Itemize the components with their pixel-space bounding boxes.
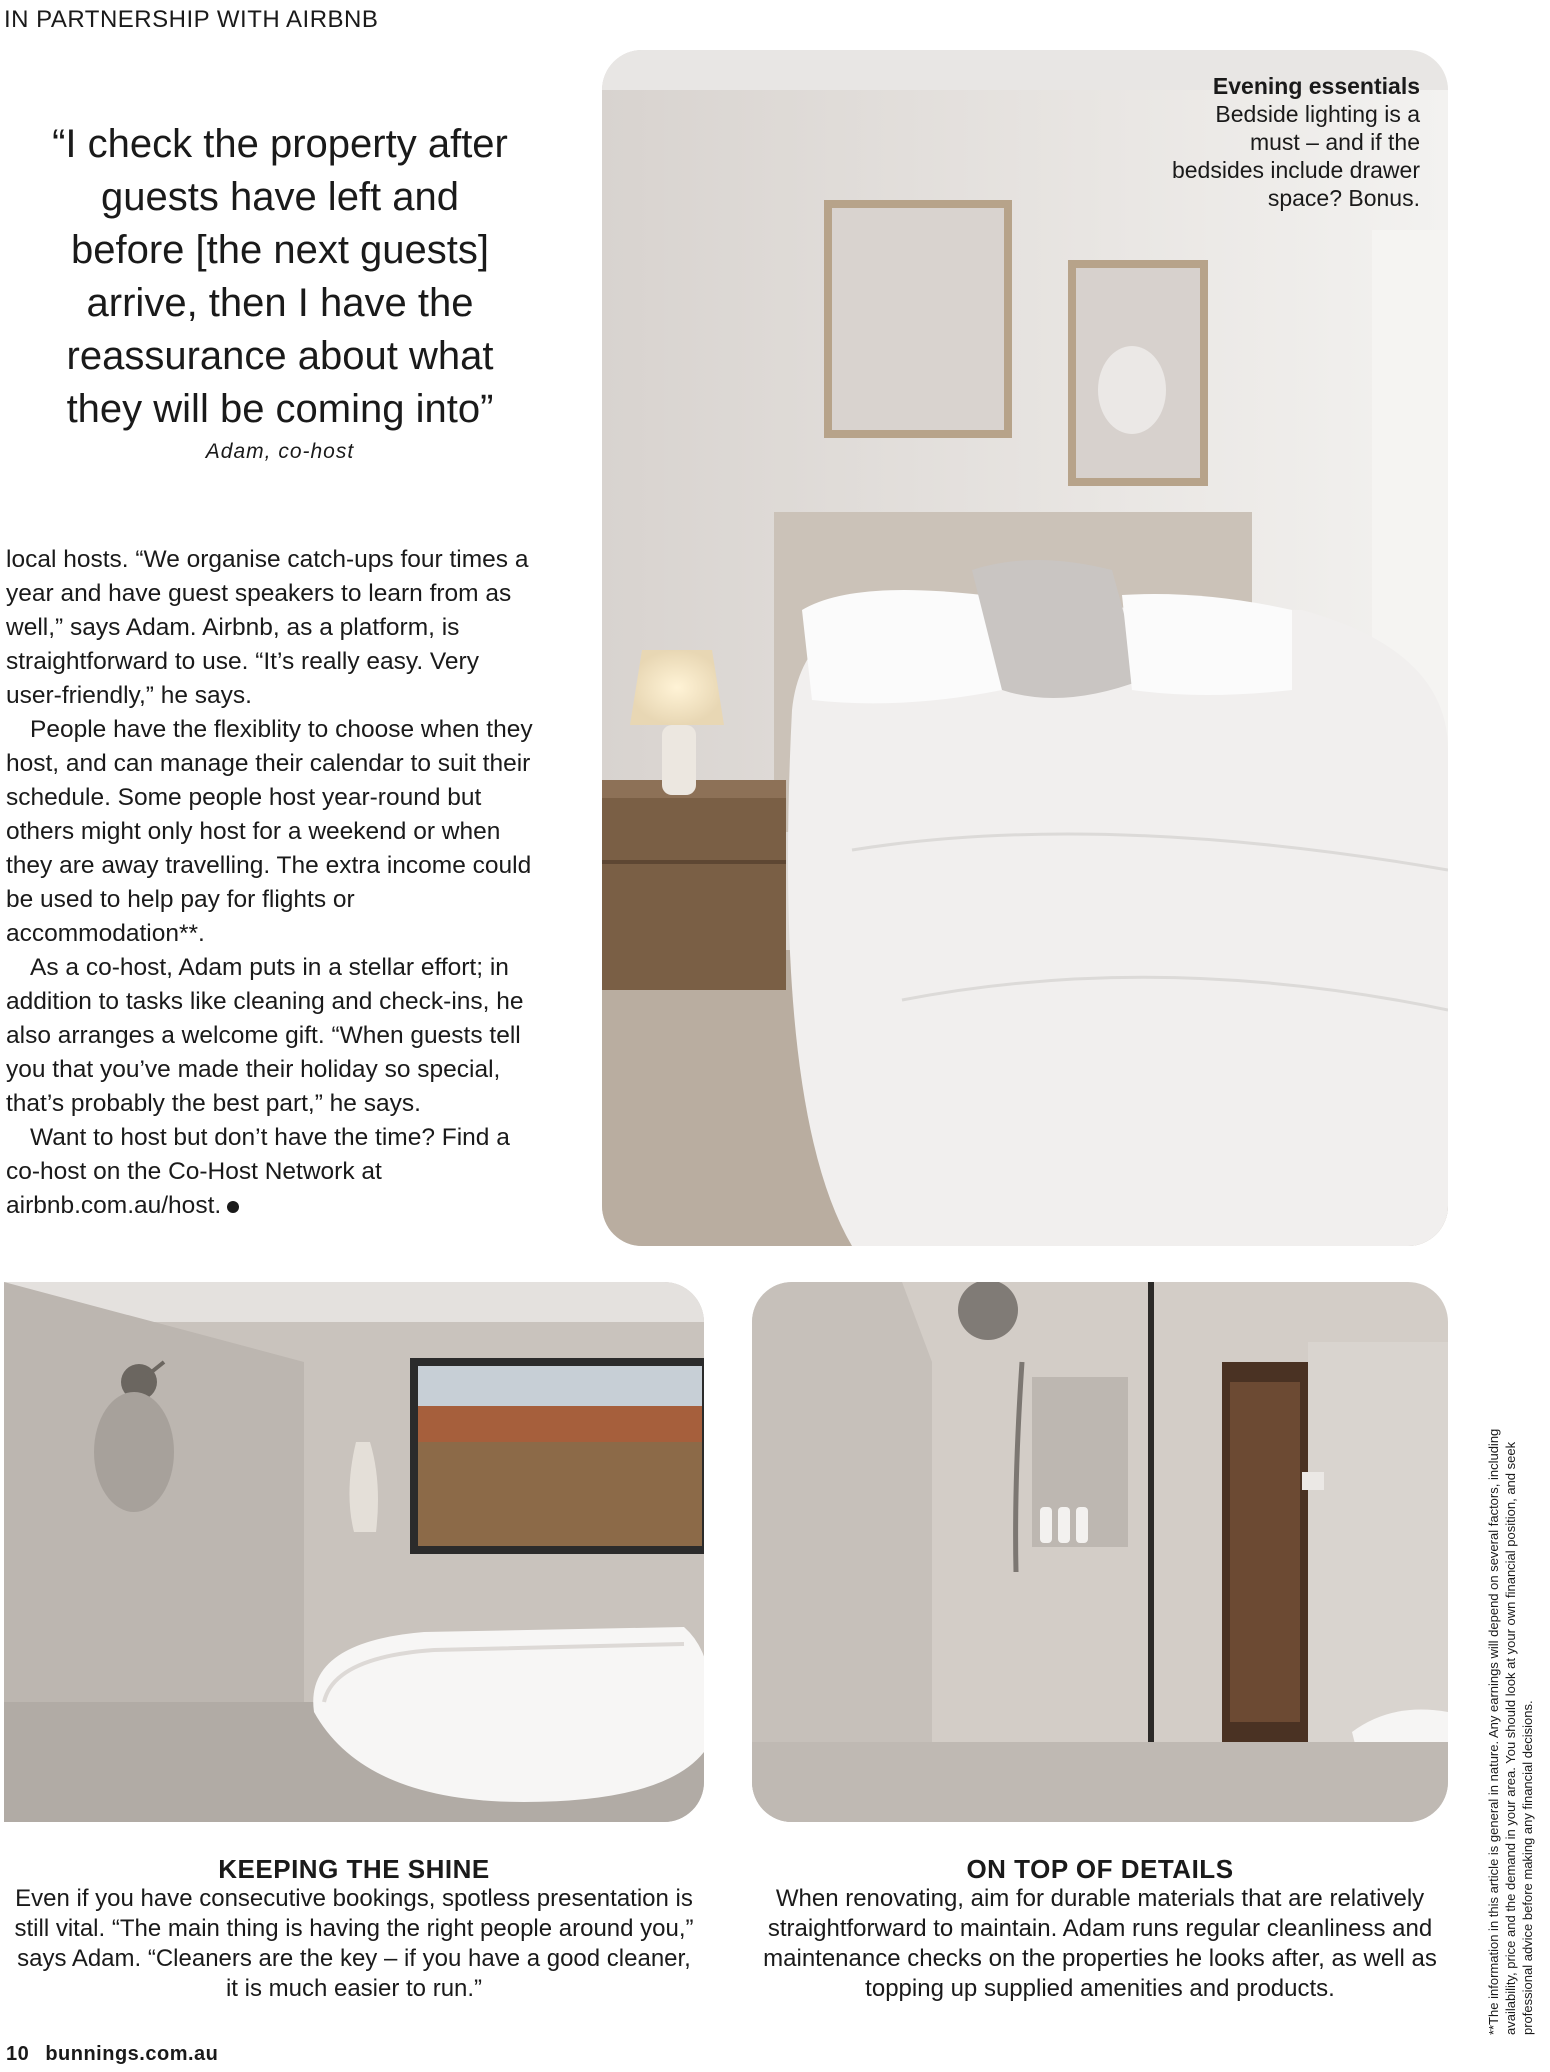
financial-disclaimer: **The information in this article is general in nature. Any earnings will depend on several factors, including availability, price and the demand in your area. You should look at your own financial position, and seek professional advice before making any financial decisions. (1486, 1428, 1535, 2035)
caption-keeping-the-shine (14, 1854, 694, 2004)
quote-attribution: Adam, co-host (205, 440, 355, 463)
caption-text: Even if you have consecutive bookings, spotless presentation is still vital. “The main thing is having the right people around you,” says Adam. “Cleaners are the key – if you have a good cleaner, it is much easier to run.” (14, 1885, 694, 2002)
partnership-header: IN PARTNERSHIP WITH AIRBNB (4, 6, 379, 33)
shower-photo (752, 1282, 1448, 1822)
caption-text: When renovating, aim for durable materials that are relatively straightforward to maintain. Adam runs regular cleanliness and maintenance checks on the properties he looks after, as well as topping up supplied amenities and products. (763, 1885, 1437, 2002)
bedroom-caption-title: Evening essentials (1212, 73, 1420, 99)
caption-on-top-of-details (752, 1854, 1448, 2004)
bedroom-caption-text: Bedside lighting is a must – and if the bedsides include drawer space? Bonus. (1171, 101, 1420, 211)
pull-quote: “I check the property after guests have left and before [the next guests] arrive, then I have the reassurance about what they will be coming into” (52, 122, 508, 431)
article-paragraph: local hosts. “We organise catch-ups four times a year and have guest speakers to learn from as well,” says Adam. Airbnb, as a platform, is straightforward to use. “It’s really easy. Very user-friendly,” he says. (6, 546, 529, 709)
article-body (6, 543, 536, 1223)
footer-site: bunnings.com.au (45, 2043, 219, 2065)
article-paragraph-text: Want to host but don’t have the time? Find a co-host on the Co-Host Network at airbnb.com.au/host. (6, 1124, 510, 1219)
end-mark-icon (227, 1201, 239, 1213)
article-paragraph: People have the flexiblity to choose when they host, and can manage their calendar to suit their schedule. Some people host year-round but others might only host for a weekend or when they are away travelling. The extra income could be used to help pay for flights or accommodation**. (6, 716, 533, 947)
caption-title: ON TOP OF DETAILS (966, 1854, 1234, 1884)
caption-title: KEEPING THE SHINE (218, 1854, 490, 1884)
bedroom-caption (1170, 72, 1420, 212)
article-paragraph (6, 1121, 536, 1223)
article-paragraph: As a co-host, Adam puts in a stellar effort; in addition to tasks like cleaning and check-ins, he also arranges a welcome gift. “When guests tell you that you’ve made their holiday so special, that’s probably the best part,” he says. (6, 954, 524, 1117)
page-number: 10 (6, 2043, 30, 2065)
page-footer (6, 2043, 218, 2066)
bathroom-photo (4, 1282, 704, 1822)
bedroom-photo (602, 50, 1448, 1246)
